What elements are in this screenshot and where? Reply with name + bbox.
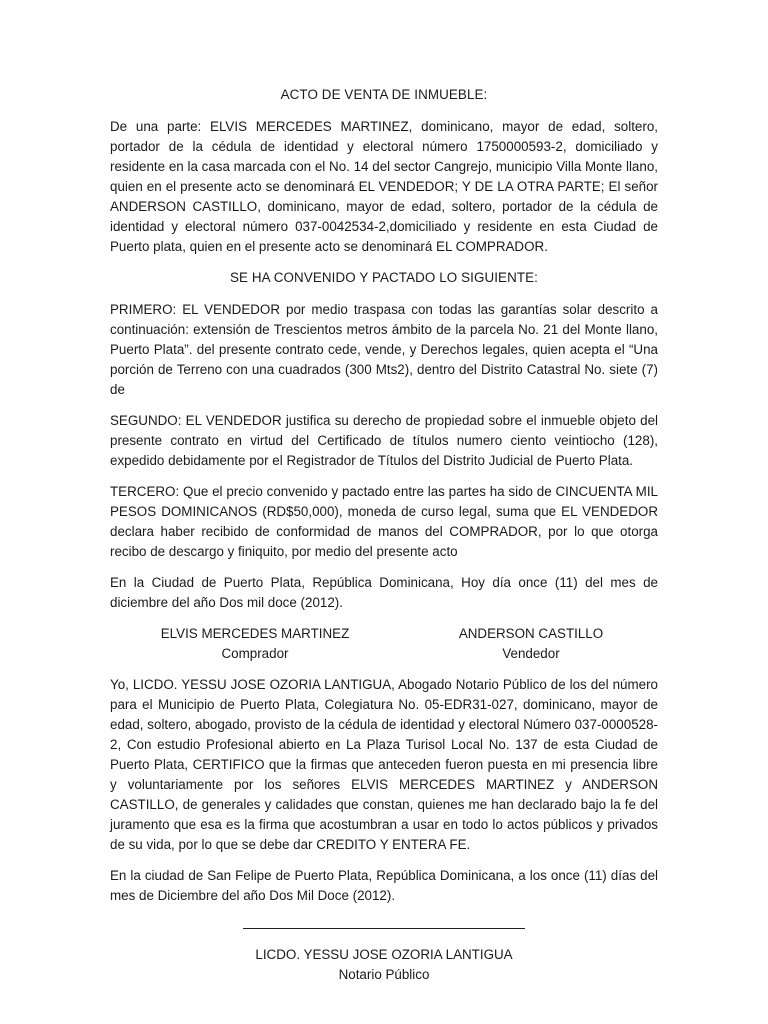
signature-buyer [120,624,390,664]
signature-block [110,624,658,664]
notary-certification: Yo, LICDO. YESSU JOSE OZORIA LANTIGUA, Abogado Notario Público de los del número para el Municipio de Puerto Plata, Colegiatura No. 05-EDR31-027, dominicano, mayor de edad, soltero, abogado, provisto de la cédula de identidad y electoral Número 037-0000528-2, Con estudio Profesional abierto en La Plaza Turisol Local No. 137 de esta Ciudad de Puerto Plata, CERTIFICO que la firmas que anteceden fueron puesta en mi presencia libre y voluntariamente por los señores ELVIS MERCEDES MARTINEZ y ANDERSON CASTILLO, de generales y calidades que constan, quienes me han declarado bajo la fe del juramento que esa es la firma que acostumbran a usar en todo lo actos públicos y privados de su vida, por lo que se debe dar CREDITO Y ENTERA FE. [110,677,658,852]
document-body [110,85,658,985]
date-paragraph: En la Ciudad de Puerto Plata, República Dominicana, Hoy día once (11) del mes de diciembre del año Dos mil doce (2012). [110,575,658,610]
clause-primero: PRIMERO: EL VENDEDOR por medio traspasa con todas las garantías solar descrito a continuación: extensión de Trescientos metros ámbito de la parcela No. 21 del Monte llano, Puerto Plata”. del presente contrato cede, vende, y Derechos legales, quien acepta el “Una porción de Terreno con una cuadrados (300 Mts2), dentro del Distrito Catastral No. siete (7) de [110,302,658,397]
signature-name: ANDERSON CASTILLO [458,626,604,641]
clause-segundo: SEGUNDO: EL VENDEDOR justifica su derecho de propiedad sobre el inmueble objeto del presente contrato en virtud del Certificado de títulos numero ciento veintiocho (128), expedido debidamente por el Registrador de Títulos del Distrito Judicial de Puerto Plata. [110,413,658,468]
closing-paragraph: En la ciudad de San Felipe de Puerto Plata, República Dominicana, a los once (11) días del mes de Diciembre del año Dos Mil Doce (2012). [110,868,658,903]
signature-role: Vendedor [502,646,560,661]
signature-role: Comprador [221,646,289,661]
intro-paragraph: De una parte: ELVIS MERCEDES MARTINEZ, dominicano, mayor de edad, soltero, portador de la cédula de identidad y electoral número 1750000593-2, domiciliado y residente en la casa marcada con el No. 14 del sector Cangrejo, municipio Villa Monte llano, quien en el presente acto se denominará EL VENDEDOR; Y DE LA OTRA PARTE; El señor ANDERSON CASTILLO, dominicano, mayor de edad, soltero, portador de la cédula de identidad y electoral número 037-0042534-2,domiciliado y residente en esta Ciudad de Puerto plata, quien en el presente acto se denominará EL COMPRADOR. [110,119,658,254]
notary-name: LICDO. YESSU JOSE OZORIA LANTIGUA [255,947,513,962]
document-title: ACTO DE VENTA DE INMUEBLE: [280,87,488,102]
signature-line [243,928,525,929]
notary-title: Notario Público [338,967,430,982]
signature-name: ELVIS MERCEDES MARTINEZ [160,626,350,641]
section-heading: SE HA CONVENIDO Y PACTADO LO SIGUIENTE: [230,270,538,285]
clause-tercero: TERCERO: Que el precio convenido y pactado entre las partes ha sido de CINCUENTA MIL PESOS DOMINICANOS (RD$50,000), moneda de curso legal, suma que EL VENDEDOR declara haber recibido de conformidad de manos del COMPRADOR, por lo que otorga recibo de descargo y finiquito, por medio del presente acto [110,484,658,559]
signature-seller [396,624,666,664]
